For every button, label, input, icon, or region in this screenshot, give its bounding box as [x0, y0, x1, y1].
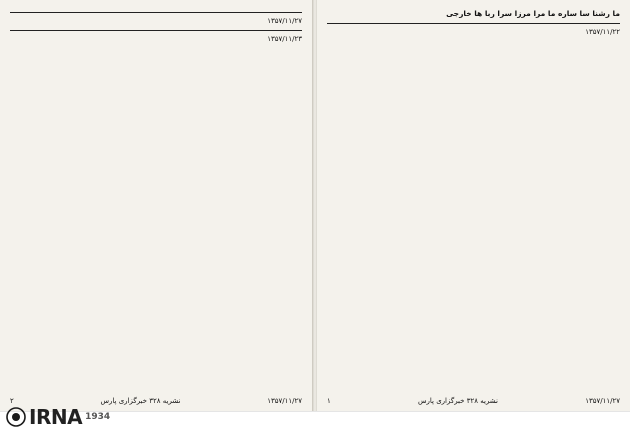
right-page-date-line: ۱۳۵۷/۱۱/۲۲ — [585, 28, 620, 36]
right-footer-date: ۱۳۵۷/۱۱/۲۷ — [585, 397, 620, 405]
divider — [10, 30, 302, 31]
right-page-footer — [327, 396, 620, 406]
right-footer-page-number: ۱ — [327, 397, 331, 405]
divider — [10, 12, 302, 13]
left-footer-source: نشریه ۳۲۸ خبرگزاری پارس — [100, 397, 181, 405]
left-page-date-line-2: ۱۳۵۷/۱۱/۲۳ — [267, 35, 302, 43]
left-footer-page-number: ۲ — [10, 397, 14, 405]
logo-text: IRNA — [29, 405, 83, 429]
left-footer-date: ۱۳۵۷/۱۱/۲۷ — [267, 397, 302, 405]
divider — [327, 23, 620, 24]
irna-logo — [6, 405, 110, 429]
right-page-header: ما رشنا سا ساره ما مرا مرزا سرا ربا ها خارجی — [446, 9, 620, 18]
left-page-date-line: ۱۳۵۷/۱۱/۲۷ — [267, 17, 302, 25]
right-page — [317, 0, 630, 412]
logo-year: 1934 — [85, 412, 111, 422]
right-footer-source: نشریه ۳۲۸ خبرگزاری پارس — [417, 397, 498, 405]
watermark-bar — [0, 405, 630, 433]
left-page — [0, 0, 313, 412]
irna-emblem-icon — [6, 407, 26, 427]
